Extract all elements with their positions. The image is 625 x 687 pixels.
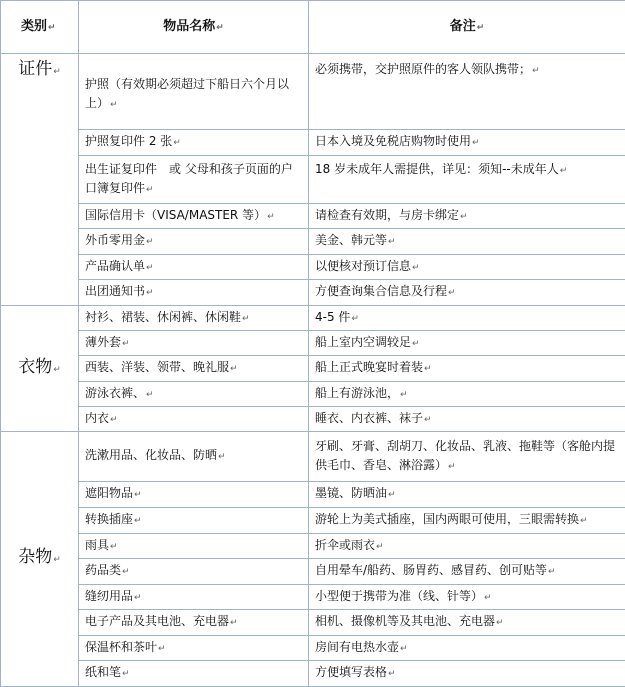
item-name: 遮阳物品↵ [79,482,309,508]
item-note: 睡衣、内衣裤、袜子↵ [309,407,625,432]
item-name: 出团通知书↵ [79,280,309,306]
table-row [1,382,625,407]
header-notes: 备注↵ [309,1,625,54]
item-name: 洗漱用品、化妆品、防晒↵ [79,432,309,482]
table-row [1,54,625,130]
table-row [1,130,625,156]
item-name: 出生证复印件 或 父母和孩子页面的户口簿复印件↵ [79,156,309,204]
item-note: 船上室内空调较足↵ [309,331,625,356]
item-name: 纸和笔↵ [79,661,309,687]
table-row [1,661,625,687]
table-row [1,356,625,382]
table-row [1,407,625,432]
item-note: 相机、摄像机等及其电池、充电器↵ [309,610,625,636]
item-note: 方便查询集合信息及行程↵ [309,280,625,306]
item-name: 缝纫用品↵ [79,585,309,610]
table-row [1,204,625,229]
item-note: 房间有电热水壶↵ [309,636,625,661]
item-note: 请检查有效期，与房卡绑定↵ [309,204,625,229]
table-row [1,610,625,636]
item-note: 18 岁未成年人需提供，详见：须知--未成年人↵ [309,156,625,204]
item-name: 薄外套↵ [79,331,309,356]
table-row [1,229,625,255]
item-note: 船上有游泳池，↵ [309,382,625,407]
header-row [1,1,625,54]
table-row [1,508,625,534]
item-note: 4-5 件↵ [309,306,625,331]
table-row [1,255,625,280]
table-row [1,432,625,482]
item-note: 日本入境及免税店购物时使用↵ [309,130,625,156]
item-name: 内衣↵ [79,407,309,432]
item-note: 墨镜、防晒油↵ [309,482,625,508]
category-cell: 证件↵ [1,54,79,306]
item-name: 雨具↵ [79,534,309,559]
table-row [1,636,625,661]
table-row [1,482,625,508]
table-row [1,156,625,204]
table-row [1,306,625,331]
item-note: 方便填写表格↵ [309,661,625,687]
item-name: 护照复印件 2 张↵ [79,130,309,156]
item-name: 护照（有效期必须超过下船日六个月以上）↵ [79,54,309,130]
table-row [1,559,625,585]
item-name: 衬衫、裙装、休闲裤、休闲鞋↵ [79,306,309,331]
item-note: 船上正式晚宴时着装↵ [309,356,625,382]
table-row [1,280,625,306]
item-name: 保温杯和茶叶↵ [79,636,309,661]
item-name: 电子产品及其电池、充电器↵ [79,610,309,636]
item-note: 牙刷、牙膏、刮胡刀、化妆品、乳液、拖鞋等（客舱内提供毛巾、香皂、淋浴露）↵ [309,432,625,482]
item-note: 自用晕车/船药、肠胃药、感冒药、创可贴等↵ [309,559,625,585]
item-note: 美金、韩元等↵ [309,229,625,255]
item-note: 折伞或雨衣↵ [309,534,625,559]
category-cell: 杂物↵ [1,432,79,687]
item-name: 游泳衣裤、↵ [79,382,309,407]
table-row [1,331,625,356]
item-note: 必须携带，交护照原件的客人领队携带；↵ [309,54,625,130]
item-name: 转换插座↵ [79,508,309,534]
item-name: 外币零用金↵ [79,229,309,255]
item-name: 国际信用卡（VISA/MASTER 等）↵ [79,204,309,229]
item-note: 小型便于携带为准（线、针等）↵ [309,585,625,610]
item-note: 游轮上为美式插座，国内两眼可使用，三眼需转换↵ [309,508,625,534]
item-note: 以便核对预订信息↵ [309,255,625,280]
header-category: 类别↵ [1,1,79,54]
item-name: 药品类↵ [79,559,309,585]
category-cell: 衣物↵ [1,306,79,432]
table-row [1,534,625,559]
item-name: 西装、洋装、领带、晚礼服↵ [79,356,309,382]
item-name: 产品确认单↵ [79,255,309,280]
header-item-name: 物品名称↵ [79,1,309,54]
table-row [1,585,625,610]
